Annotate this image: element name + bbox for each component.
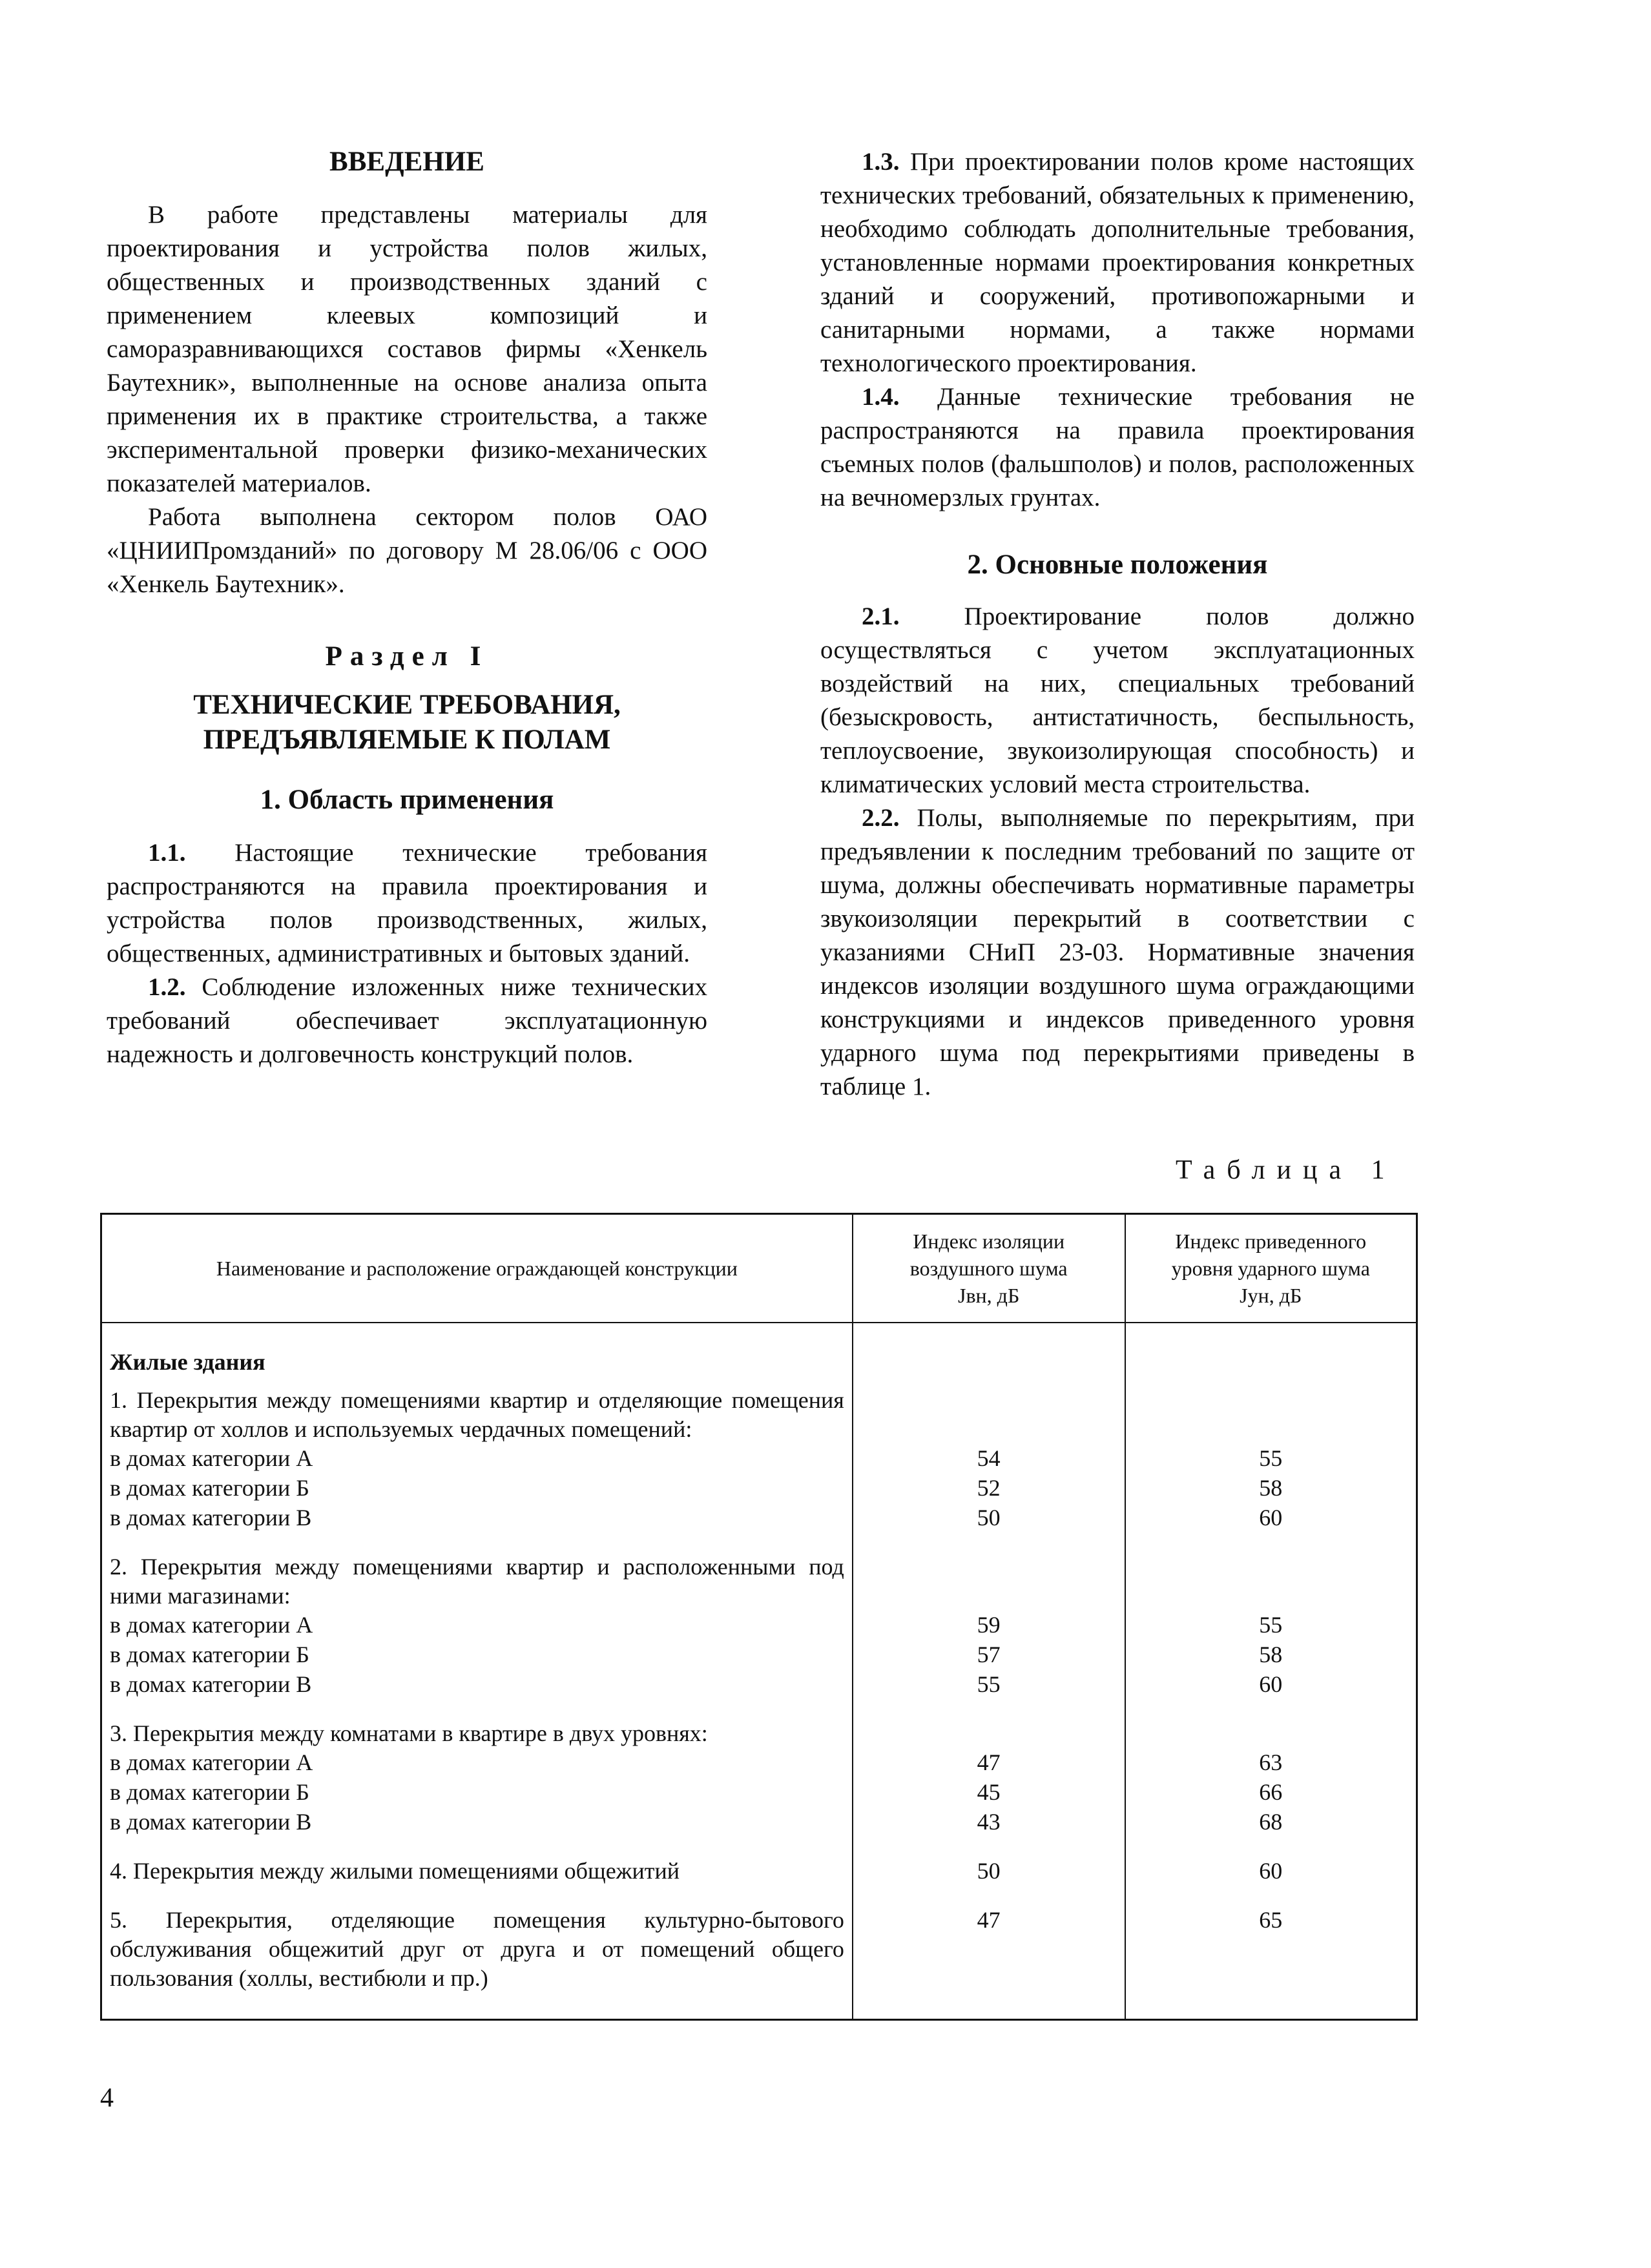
table-row <box>101 1323 1417 1381</box>
header-impact-index <box>1125 1214 1417 1323</box>
impact-value: 55 <box>1125 1444 1417 1474</box>
table-row <box>101 1748 1417 1778</box>
paragraph-2-2 <box>820 801 1415 1104</box>
category-label: в домах категории А <box>101 1748 853 1778</box>
section-title-line-1: ТЕХНИЧЕСКИЕ ТРЕБОВАНИЯ, <box>193 690 621 720</box>
paragraph-1-3 <box>820 145 1415 380</box>
header-text: Индекс изоляции <box>913 1230 1065 1253</box>
airborne-value: 59 <box>853 1611 1125 1640</box>
intro-paragraph-1: В работе представлены материалы для проектирования и устройства полов жилых, общественных и производственных зданий с применением клеевых композиций и саморазравнивающихся составов фирмы «Хенкель Баутехник», выполненные на основе анализа опыта применения их в практике строительства, а также экспериментальной проверки физико-механических показателей материалов. <box>107 201 707 497</box>
row-title: 2. Перекрытия между помещениями квартир и расположенными под ними магазинами: <box>101 1547 853 1611</box>
airborne-value: 50 <box>853 1851 1125 1886</box>
impact-value: 60 <box>1125 1503 1417 1533</box>
clause-text: При проектировании полов кроме настоящих технических требований, обязательных к применению, необходимо соблюдать дополнительные требования, установленные нормами проектирования конкретных зданий и сооружений, противопожарными и санитарными нормами, а также нормами технологического проектирования. <box>820 148 1415 377</box>
table-header-row <box>101 1214 1417 1323</box>
table-row <box>101 1670 1417 1700</box>
table-row <box>101 1901 1417 2020</box>
clause-number: 1.2. <box>148 973 186 1001</box>
noise-index-table <box>100 1213 1418 2021</box>
section-title-line-2: ПРЕДЪЯВЛЯЕМЫЕ К ПОЛАМ <box>203 725 611 755</box>
table-row <box>101 1381 1417 1444</box>
impact-value: 63 <box>1125 1748 1417 1778</box>
header-symbol: Jун, дБ <box>1240 1284 1302 1307</box>
section-label: Раздел I <box>325 641 489 672</box>
category-label: в домах категории Б <box>101 1474 853 1503</box>
clause-number: 1.3. <box>862 148 900 176</box>
clause-number: 2.2. <box>862 804 900 832</box>
table-caption: Таблица 1 <box>1176 1155 1397 1185</box>
category-label: в домах категории А <box>101 1444 853 1474</box>
category-label: в домах категории В <box>101 1503 853 1533</box>
airborne-value: 57 <box>853 1640 1125 1670</box>
impact-value: 68 <box>1125 1808 1417 1837</box>
category-label: в домах категории А <box>101 1611 853 1640</box>
table-row <box>101 1611 1417 1640</box>
paragraph-1-1 <box>107 836 707 971</box>
header-structure: Наименование и расположение ограждающей конструкции <box>101 1214 853 1323</box>
table-row <box>101 1547 1417 1611</box>
airborne-value: 47 <box>853 1901 1125 2020</box>
intro-title: ВВЕДЕНИЕ <box>329 147 484 177</box>
right-column <box>820 145 1415 1104</box>
clause-text: Данные технические требования не распространяются на правила проектирования съемных полов (фальшполов) и полов, расположенных на вечномерзлых грунтах. <box>820 383 1415 511</box>
row-title: 5. Перекрытия, отделяющие помещения культурно-бытового обслуживания общежитий друг от друга и от помещений общего пользования (холлы, вестибюли и пр.) <box>101 1901 853 2020</box>
header-text: воздушного шума <box>909 1257 1068 1280</box>
table-row <box>101 1503 1417 1533</box>
airborne-value: 52 <box>853 1474 1125 1503</box>
table-row <box>101 1474 1417 1503</box>
clause-text: Соблюдение изложенных ниже технических требований обеспечивает эксплуатационную надежность и долговечность конструкций полов. <box>107 973 707 1068</box>
paragraph-1-4 <box>820 380 1415 515</box>
subsection-1-title: 1. Область применения <box>260 785 554 815</box>
table-row <box>101 1851 1417 1886</box>
airborne-value: 54 <box>853 1444 1125 1474</box>
subsection-2-title: 2. Основные положения <box>967 550 1268 580</box>
page-number: 4 <box>100 2083 114 2113</box>
row-title: 1. Перекрытия между помещениями квартир и отделяющие помещения квартир от холлов и используемых чердачных помещений: <box>101 1381 853 1444</box>
impact-value: 66 <box>1125 1778 1417 1808</box>
table-row <box>101 1808 1417 1837</box>
clause-text: Настоящие технические требования распространяются на правила проектирования и устройства полов производственных, жилых, общественных, административных и бытовых зданий. <box>107 839 707 967</box>
impact-value: 55 <box>1125 1611 1417 1640</box>
airborne-value: 50 <box>853 1503 1125 1533</box>
airborne-value: 55 <box>853 1670 1125 1700</box>
impact-value: 65 <box>1125 1901 1417 2020</box>
airborne-value: 43 <box>853 1808 1125 1837</box>
clause-number: 1.4. <box>862 383 900 411</box>
clause-text: Полы, выполняемые по перекрытиям, при предъявлении к последним требований по защите от шума, должны обеспечивать нормативные параметры звукоизоляции перекрытий в соответствии с указаниями СНиП 23-03. Нормативные значения индексов изоляции воздушного шума ограждающими конструкциями и индексов приведенного уровня ударного шума под перекрытиями приведены в таблице 1. <box>820 804 1415 1100</box>
left-column <box>107 145 707 1071</box>
paragraph-2-1 <box>820 600 1415 801</box>
airborne-value: 45 <box>853 1778 1125 1808</box>
paragraph-1-2 <box>107 971 707 1071</box>
clause-number: 1.1. <box>148 839 186 867</box>
header-text: Индекс приведенного <box>1175 1230 1367 1253</box>
impact-value: 60 <box>1125 1851 1417 1886</box>
impact-value: 58 <box>1125 1640 1417 1670</box>
header-symbol: Jвн, дБ <box>957 1284 1020 1307</box>
intro-paragraph-2: Работа выполнена сектором полов ОАО «ЦНИИПромзданий» по договору М 28.06/06 с ООО «Хенкель Баутехник». <box>107 503 707 598</box>
header-airborne-index <box>853 1214 1125 1323</box>
impact-value: 60 <box>1125 1670 1417 1700</box>
category-label: в домах категории Б <box>101 1640 853 1670</box>
clause-text: Проектирование полов должно осуществляться с учетом эксплуатационных воздействий на них, специальных требований (безыскровость, антистатичность, беспыльность, теплоусвоение, звукоизолирующая способность) и климатических условий места строительства. <box>820 603 1415 798</box>
row-title: 4. Перекрытия между жилыми помещениями общежитий <box>101 1851 853 1886</box>
row-title: 3. Перекрытия между комнатами в квартире в двух уровнях: <box>101 1714 853 1748</box>
table-row <box>101 1444 1417 1474</box>
table-row <box>101 1640 1417 1670</box>
airborne-value: 47 <box>853 1748 1125 1778</box>
group-heading: Жилые здания <box>101 1323 853 1381</box>
category-label: в домах категории Б <box>101 1778 853 1808</box>
clause-number: 2.1. <box>862 603 900 630</box>
category-label: в домах категории В <box>101 1670 853 1700</box>
header-text: уровня ударного шума <box>1171 1257 1370 1280</box>
impact-value: 58 <box>1125 1474 1417 1503</box>
table-row <box>101 1714 1417 1748</box>
table-row <box>101 1778 1417 1808</box>
category-label: в домах категории В <box>101 1808 853 1837</box>
